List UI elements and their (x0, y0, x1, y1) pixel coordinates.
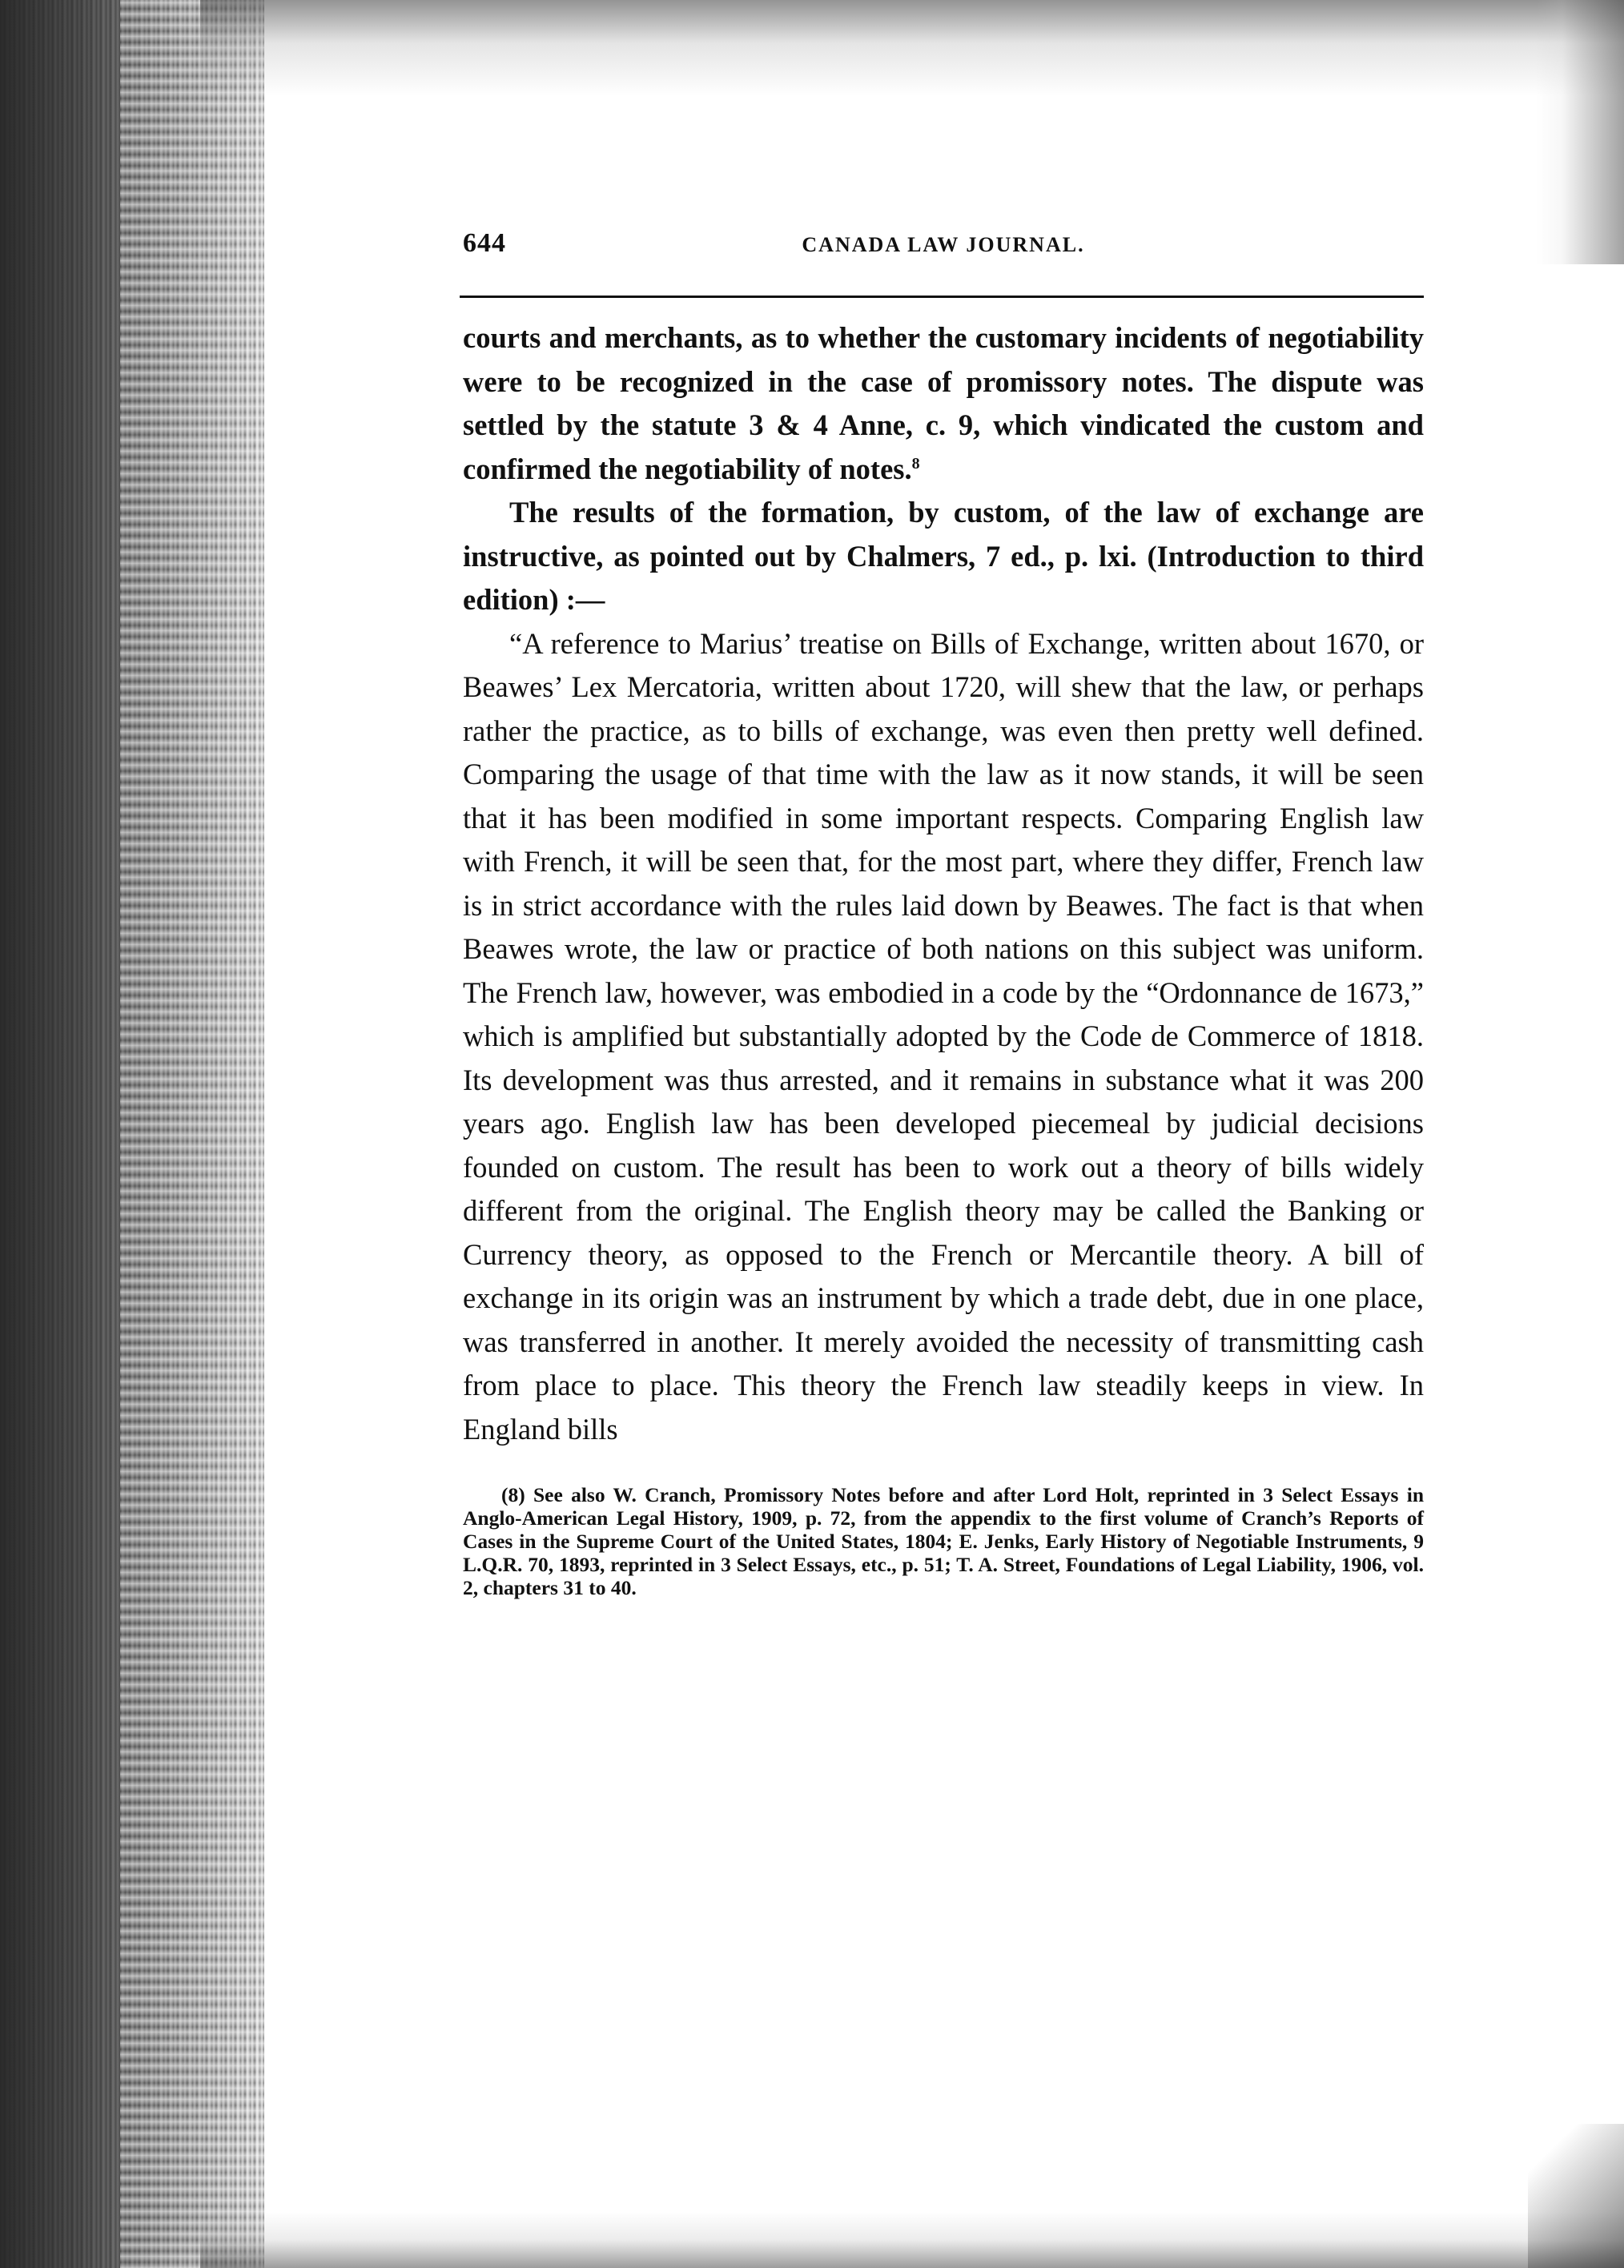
footnote-marker: (8) (501, 1483, 525, 1506)
running-head (463, 228, 1424, 276)
scan-shadow-right (1536, 0, 1624, 264)
paragraph-continuation (463, 316, 1424, 491)
scan-shadow-left (0, 0, 264, 2268)
paragraph-text: courts and merchants, as to whether the customary incidents of negotiability were to be recognized in the case of promissory notes. The dispute was settled by the statute 3 & 4 Anne, c. 9, which vindicated the custom and confirmed the negotiability of notes. (463, 321, 1424, 485)
scan-shadow-bottom (200, 2212, 1624, 2268)
footnote-reference: 8 (911, 454, 920, 472)
document-page (463, 228, 1424, 1599)
body-text (463, 316, 1424, 1451)
scan-shadow-corner (1528, 2124, 1624, 2268)
footnote (463, 1483, 1424, 1599)
journal-title: CANADA LAW JOURNAL. (802, 233, 1085, 256)
paragraph-quotation: “A reference to Marius’ treatise on Bills of Exchange, written about 1670, or Beawes’ Lex Mercatoria, written about 1720, will shew that the law, or perhaps rather the practice, as to bills of exchange, was even then pretty well defined. Comparing the usage of that time with the law as it now stands, it will be seen that it has been modified in some important respects. Comparing English law with French, it will be seen that, for the most part, where they differ, French law is in strict accordance with the rules laid down by Beawes. The fact is that when Beawes wrote, the law or practice of both nations on this subject was uniform. The French law, however, was embodied in a code by the “Ordonnance de 1673,” which is amplified but substantially adopted by the Code de Commerce of 1818. Its development was thus arrested, and it remains in substance what it was 200 years ago. English law has been developed piecemeal by judicial decisions founded on custom. The result has been to work out a theory of bills widely different from the original. The English theory may be called the Banking or Currency theory, as opposed to the French or Mercantile theory. A bill of exchange in its origin was an instrument by which a trade debt, due in one place, was transferred in another. It merely avoided the necessity of transmitting cash from place to place. This theory the French law steadily keeps in view. In England bills (463, 626, 1424, 1446)
header-rule (460, 296, 1424, 298)
scan-shadow-top (200, 0, 1624, 96)
footnote-text: See also W. Cranch, Promissory Notes before and after Lord Holt, reprinted in 3 Select Essays in Anglo-American Legal History, 1909, p. 72, from the appendix to the first volume of Cranch’s Reports of Cases in the Supreme Court of the United States, 1804; E. Jenks, Early History of Negotiable Instruments, 9 L.Q.R. 70, 1893, reprinted in 3 Select Essays, etc., p. 51; T. A. Street, Foundations of Legal Liability, 1906, vol. 2, chapters 31 to 40. (463, 1483, 1425, 1599)
paragraph-results: The results of the formation, by custom, of the law of exchange are instructive, as pointed out by Chalmers, 7 ed., p. lxi. (Introduction to third edition) :— (463, 496, 1424, 616)
page-number: 644 (463, 228, 506, 258)
